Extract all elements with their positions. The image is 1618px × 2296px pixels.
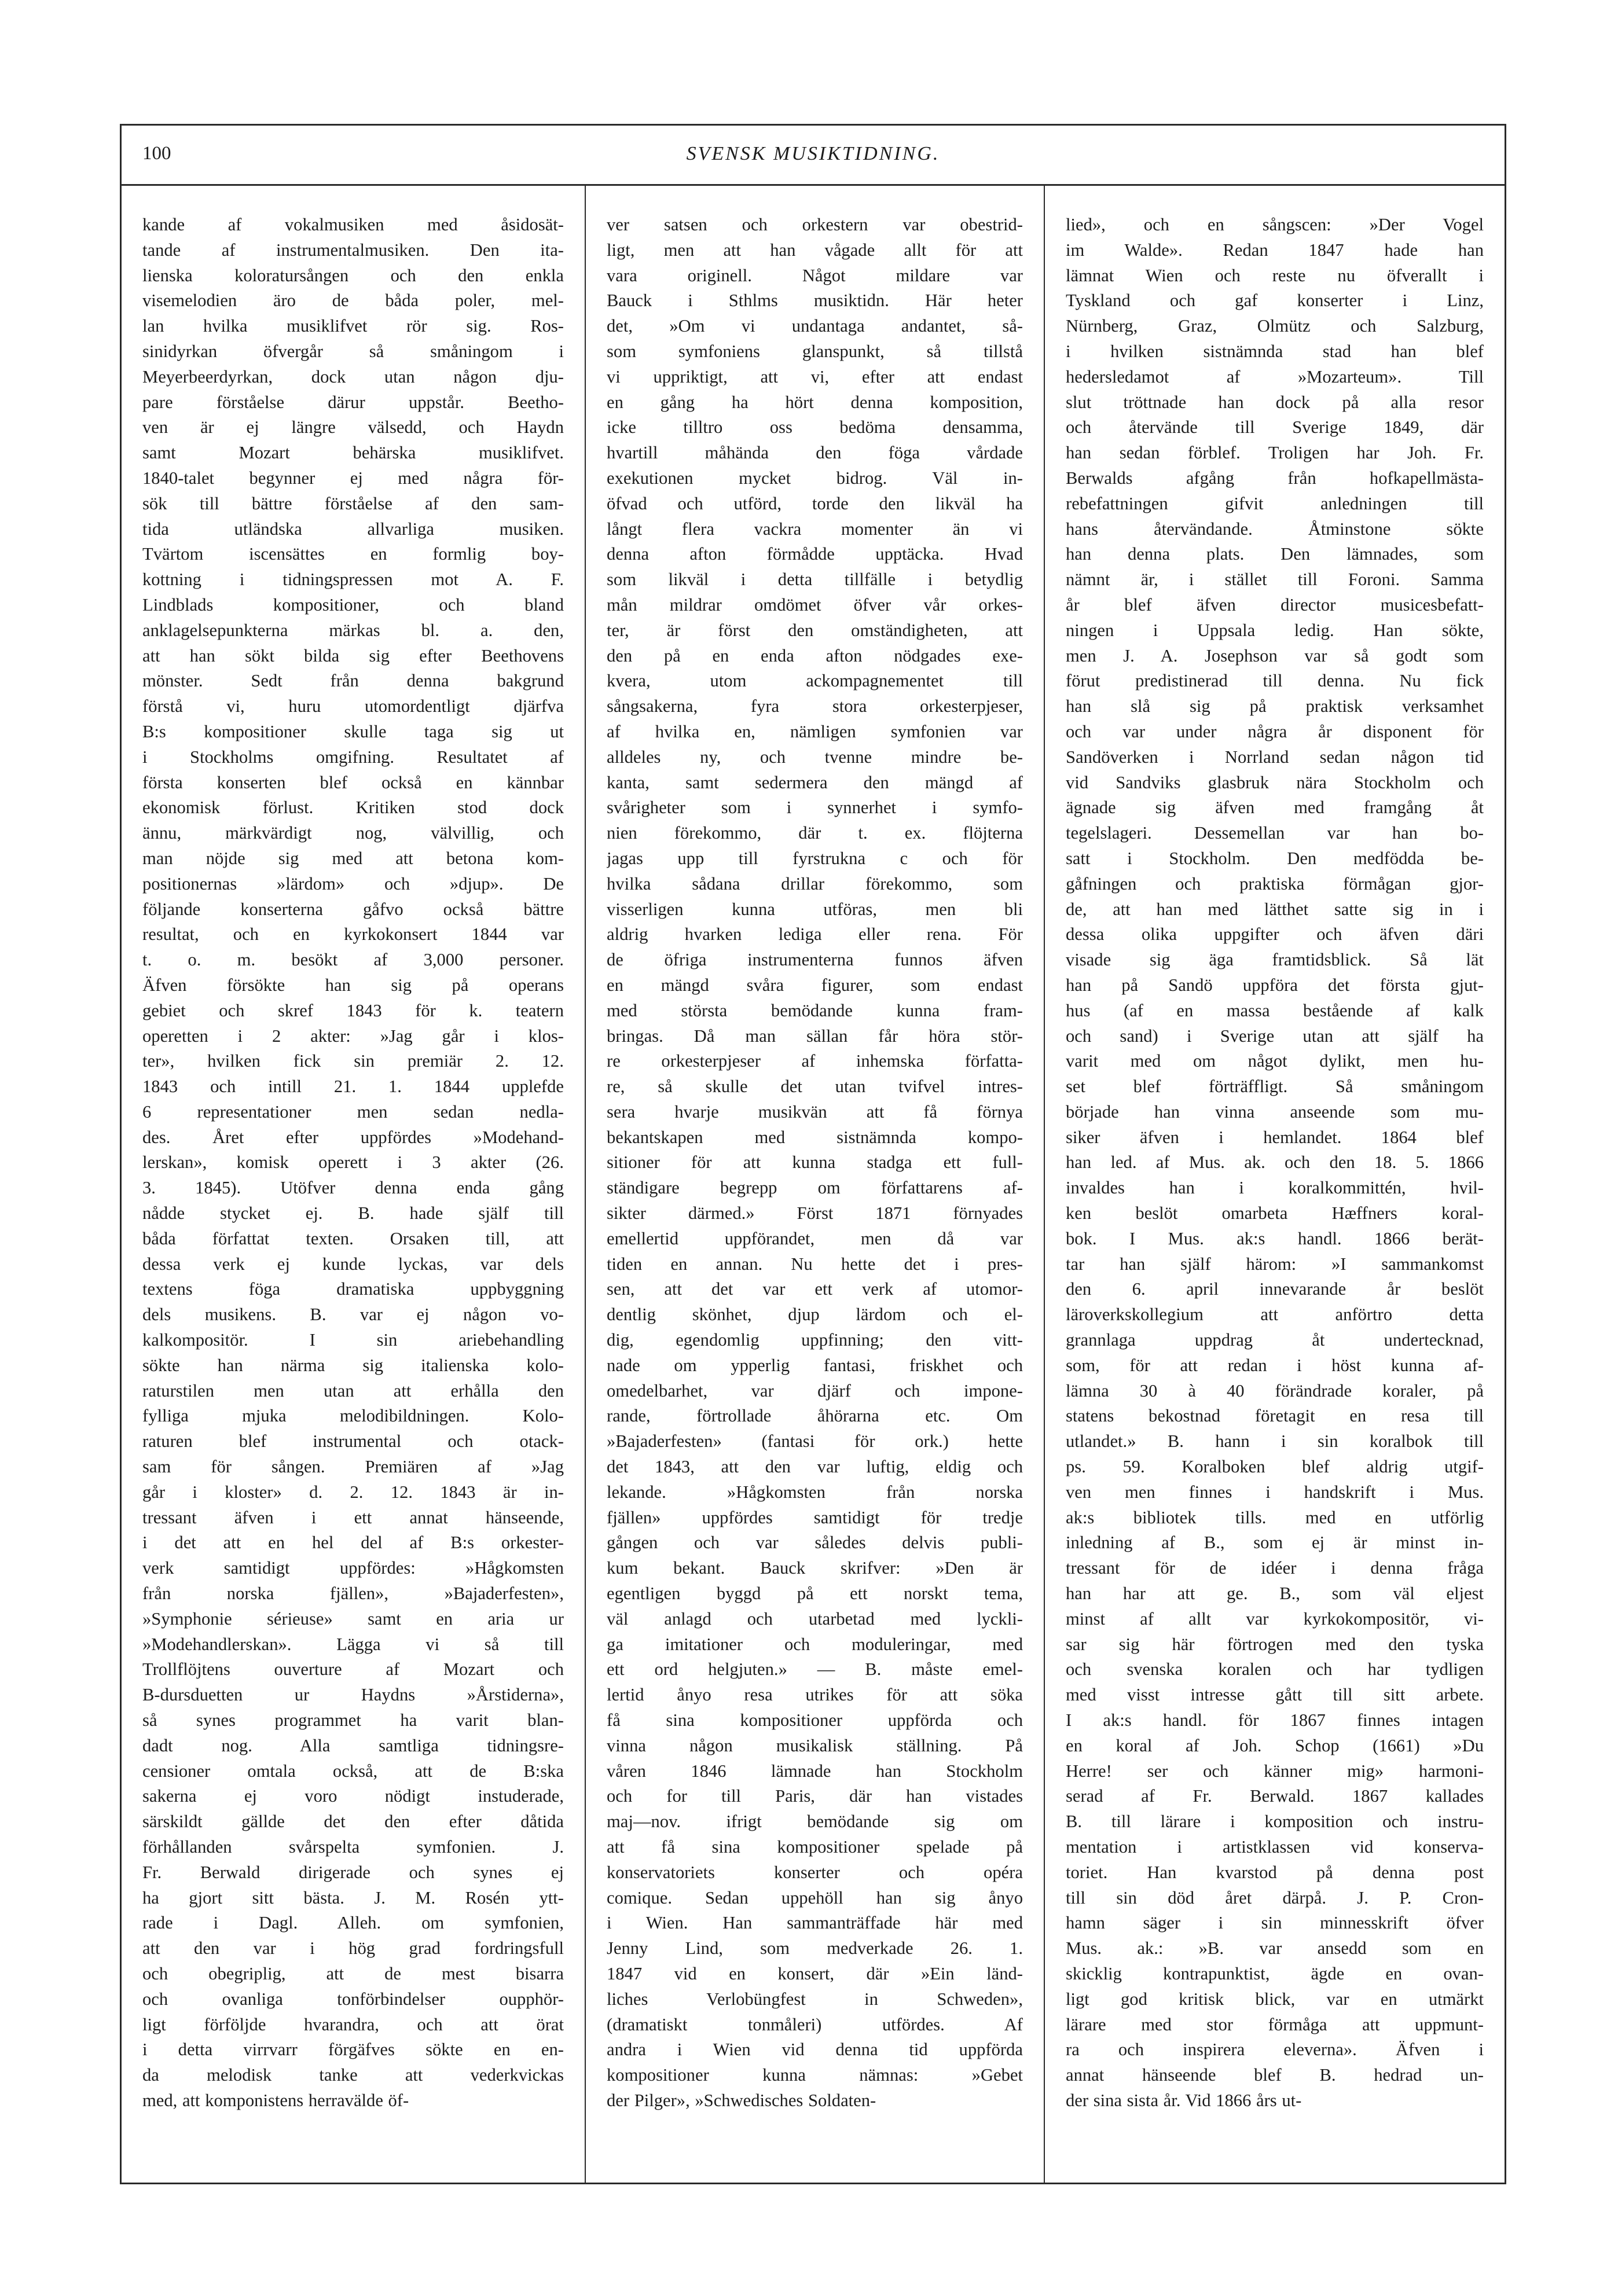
column-1-text bbox=[142, 212, 564, 2114]
text-line: ken beslöt omarbeta Hæffners koral- bbox=[1066, 1203, 1484, 1224]
text-line: tegelslageri. Dessemellan var han bo- bbox=[1066, 823, 1484, 843]
text-line: jagas upp till fyrstrukna c och för bbox=[607, 848, 1023, 868]
text-line: som, för att redan i höst kunna af- bbox=[1066, 1355, 1484, 1375]
text-line: lämna 30 à 40 förändrade koraler, på bbox=[1066, 1380, 1484, 1401]
text-line: ver satsen och orkestern var obestrid- bbox=[607, 215, 1023, 234]
text-line: B-dursduetten ur Haydns »Årstiderna», bbox=[142, 1685, 564, 1705]
text-line: långt flera vackra momenter än vi bbox=[607, 519, 1023, 539]
text-line: i detta virrvarr förgäfves sökte en en- bbox=[142, 2040, 564, 2060]
text-columns bbox=[122, 186, 1505, 2183]
text-line: t. o. m. besökt af 3,000 personer. bbox=[142, 950, 564, 970]
text-line: siker äfven i hemlandet. 1864 blef bbox=[1066, 1127, 1484, 1147]
text-line: raturstilen men utan att erhålla den bbox=[142, 1380, 564, 1401]
text-line: den på en enda afton nödgades exe- bbox=[607, 645, 1023, 666]
text-line: icke tilltro oss bedöma densamma, bbox=[607, 417, 1023, 438]
text-line: ligt, men att han vågade allt för att bbox=[607, 240, 1023, 260]
text-line: Sandöverken i Norrland sedan någon tid bbox=[1066, 747, 1484, 767]
text-line: att han sökt bilda sig efter Beethovens bbox=[142, 645, 564, 666]
text-line: ra och inspirera eleverna». Äfven i bbox=[1066, 2040, 1484, 2060]
text-line: öfvad och utförd, torde den likväl ha bbox=[607, 493, 1023, 513]
text-line: varit med om något dylikt, men hu- bbox=[1066, 1051, 1484, 1071]
text-line: som symfoniens glanspunkt, så tillstå bbox=[607, 341, 1023, 361]
text-line: fylliga mjuka melodibildningen. Kolo- bbox=[142, 1406, 564, 1426]
text-line: ven men finnes i handskrift i Mus. bbox=[1066, 1482, 1484, 1502]
text-line: operetten i 2 akter: »Jag går i klos- bbox=[142, 1026, 564, 1046]
text-line: han slå sig på praktisk verksamhet bbox=[1066, 696, 1484, 717]
text-line: dels musikens. B. var ej någon vo- bbox=[142, 1305, 564, 1325]
text-line: kottning i tidningspressen mot A. F. bbox=[142, 570, 564, 590]
text-line: im Walde». Redan 1847 hade han bbox=[1066, 240, 1484, 260]
text-line: Herre! ser och känner mig» harmoni- bbox=[1066, 1761, 1484, 1781]
text-line: liches Verlobüngfest in Schweden», bbox=[607, 1989, 1023, 2009]
text-line: men J. A. Josephson var så godt som bbox=[1066, 645, 1484, 666]
text-line: sar sig här förtrogen med den tyska bbox=[1066, 1634, 1484, 1654]
text-line: rade i Dagl. Alleh. om symfonien, bbox=[142, 1913, 564, 1933]
text-line: exekutionen mycket bidrog. Väl in- bbox=[607, 468, 1023, 488]
text-line: dessa olika uppgifter och äfven däri bbox=[1066, 924, 1484, 945]
text-line: i Wien. Han sammanträffade här med bbox=[607, 1913, 1023, 1933]
text-line: till sin död året därpå. J. P. Cron- bbox=[1066, 1887, 1484, 1908]
text-line: nådde stycket ej. B. hade själf till bbox=[142, 1203, 564, 1224]
column-3-text bbox=[1066, 212, 1484, 2114]
text-line: hvartill måhända den föga vårdade bbox=[607, 443, 1023, 463]
text-line: ningen i Uppsala ledig. Han sökte, bbox=[1066, 620, 1484, 640]
text-line: comique. Sedan uppehöll han sig ånyo bbox=[607, 1887, 1023, 1908]
text-line: och ovanliga tonförbindelser oupphör- bbox=[142, 1989, 564, 2009]
text-line: lekande. »Hågkomsten från norska bbox=[607, 1482, 1023, 1502]
text-line: ligt god kritisk blick, var en utmärkt bbox=[1066, 1989, 1484, 2009]
text-line: emellertid uppförandet, men då var bbox=[607, 1228, 1023, 1248]
text-line: slut tröttnade han dock på alla resor bbox=[1066, 392, 1484, 412]
column-2-text bbox=[607, 212, 1023, 2114]
text-line: aldrig hvarken lediga eller rena. För bbox=[607, 924, 1023, 945]
text-line: konservatoriets konserter och opéra bbox=[607, 1862, 1023, 1882]
text-line: statens bekostnad företagit en resa till bbox=[1066, 1406, 1484, 1426]
text-line: af hvilka en, nämligen symfonien var bbox=[607, 721, 1023, 741]
text-line: gången och var således delvis publi- bbox=[607, 1533, 1023, 1553]
text-line: vi uppriktigt, att vi, efter att endast bbox=[607, 366, 1023, 387]
text-line: sera hvarje musikvän att få förnya bbox=[607, 1101, 1023, 1122]
text-line: första konserten blef också en kännbar bbox=[142, 772, 564, 792]
text-line: väl anlagd och utarbetad med lyckli- bbox=[607, 1608, 1023, 1629]
text-line: gebiet och skref 1843 för k. teatern bbox=[142, 1000, 564, 1020]
text-line: visade sig äga framtidsblick. Så lät bbox=[1066, 950, 1484, 970]
text-line: i Stockholms omgifning. Resultatet af bbox=[142, 747, 564, 767]
text-line: kvera, utom ackompagnementet till bbox=[607, 671, 1023, 691]
text-line: 1840-talet begynner ej med några för- bbox=[142, 468, 564, 488]
text-line: andra i Wien vid denna tid uppförda bbox=[607, 2040, 1023, 2060]
text-line: anklagelsepunkterna märkas bl. a. den, bbox=[142, 620, 564, 640]
text-line: 3. 1845). Utöfver denna enda gång bbox=[142, 1178, 564, 1198]
text-line: Jenny Lind, som medverkade 26. 1. bbox=[607, 1938, 1023, 1959]
text-line: Mus. ak.: »B. var ansedd som en bbox=[1066, 1938, 1484, 1959]
text-line: sinidyrkan öfvergår så småningom i bbox=[142, 341, 564, 361]
text-line: och obegriplig, att de mest bisarra bbox=[142, 1963, 564, 1983]
text-line: de öfriga instrumenterna funnos äfven bbox=[607, 950, 1023, 970]
text-line: denna afton förmådde upptäcka. Hvad bbox=[607, 544, 1023, 564]
text-line: så synes programmet ha varit blan- bbox=[142, 1710, 564, 1731]
text-line: han har att ge. B., som väl eljest bbox=[1066, 1584, 1484, 1604]
text-line: Meyerbeerdyrkan, dock utan någon dju- bbox=[142, 366, 564, 387]
text-line: raturen blef instrumental och otack- bbox=[142, 1431, 564, 1452]
text-line: lerskan», komisk operett i 3 akter (26. bbox=[142, 1152, 564, 1173]
text-line: skicklig kontrapunktist, ägde en ovan- bbox=[1066, 1963, 1484, 1983]
text-line: det, »Om vi undantaga andantet, så- bbox=[607, 316, 1023, 336]
text-line: I ak:s handl. för 1867 finnes intagen bbox=[1066, 1710, 1484, 1731]
text-line: hus (af en massa bestående af kalk bbox=[1066, 1000, 1484, 1020]
text-line: satt i Stockholm. Den medfödda be- bbox=[1066, 848, 1484, 868]
text-line: lied», och en sångscen: »Der Vogel bbox=[1066, 215, 1484, 234]
text-line: invaldes han i koralkommittén, hvil- bbox=[1066, 1178, 1484, 1198]
text-line: började han vinna anseende som mu- bbox=[1066, 1101, 1484, 1122]
text-line: kanta, samt sedermera den mängd af bbox=[607, 772, 1023, 792]
text-line: Tyskland och gaf konserter i Linz, bbox=[1066, 291, 1484, 311]
text-line: bok. I Mus. ak:s handl. 1866 berät- bbox=[1066, 1228, 1484, 1248]
page-frame bbox=[120, 124, 1506, 2184]
text-line: hans återvändande. Åtminstone sökte bbox=[1066, 519, 1484, 539]
running-title: SVENSK MUSIKTIDNING. bbox=[686, 143, 940, 164]
text-line: re, så skulle det utan tvifvel intres- bbox=[607, 1077, 1023, 1097]
text-line: Äfven försökte han sig på operans bbox=[142, 975, 564, 995]
text-line: »Bajaderfesten» (fantasi för ork.) hette bbox=[607, 1431, 1023, 1452]
text-line: kalkompositör. I sin ariebehandling bbox=[142, 1330, 564, 1350]
text-line: (dramatiskt tonmåleri) utfördes. Af bbox=[607, 2014, 1023, 2034]
text-line: den 6. april innevarande år beslöt bbox=[1066, 1279, 1484, 1299]
text-line: 1847 vid en konsert, där »Ein länd- bbox=[607, 1963, 1023, 1983]
text-line: sök till bättre förståelse af den sam- bbox=[142, 493, 564, 513]
text-line: minst af allt var kyrkokompositör, vi- bbox=[1066, 1608, 1484, 1629]
text-line: annat hänseende blef B. hedrad un- bbox=[1066, 2065, 1484, 2085]
text-line: förstå vi, huru utomordentligt djärfva bbox=[142, 696, 564, 717]
text-line: ps. 59. Koralboken blef aldrig utgif- bbox=[1066, 1457, 1484, 1477]
text-line: hamn säger i sin minnesskrift öfver bbox=[1066, 1913, 1484, 1933]
text-line: grannlaga uppdrag åt undertecknad, bbox=[1066, 1330, 1484, 1350]
text-line: ägnade sig äfven med framgång åt bbox=[1066, 798, 1484, 818]
text-line: B. till lärare i komposition och instru- bbox=[1066, 1812, 1484, 1832]
text-line: och sand) i Sverige utan att själf ha bbox=[1066, 1026, 1484, 1046]
text-line: svårigheter som i synnerhet i symfo- bbox=[607, 798, 1023, 818]
text-line: sökte han närma sig italienska kolo- bbox=[142, 1355, 564, 1375]
text-line: ter, är först den omständigheten, att bbox=[607, 620, 1023, 640]
text-line: tressant äfven i ett annat hänseende, bbox=[142, 1507, 564, 1527]
text-line: fjällen» uppfördes samtidigt för tredje bbox=[607, 1507, 1023, 1527]
text-line: »Modehandlerskan». Lägga vi så till bbox=[142, 1634, 564, 1654]
text-line: går i kloster» d. 2. 12. 1843 är in- bbox=[142, 1482, 564, 1502]
text-line: 1843 och intill 21. 1. 1844 upplefde bbox=[142, 1077, 564, 1097]
text-line: de, att han med lätthet satte sig in i bbox=[1066, 899, 1484, 919]
text-line: tressant för de idéer i denna fråga bbox=[1066, 1558, 1484, 1578]
text-line: ännu, märkvärdigt nog, välvillig, och bbox=[142, 823, 564, 843]
text-line: kompositioner kunna nämnas: »Gebet bbox=[607, 2065, 1023, 2085]
text-line: des. Året efter uppfördes »Modehand- bbox=[142, 1127, 564, 1147]
text-line: att få sina kompositioner spelade på bbox=[607, 1837, 1023, 1857]
text-line: vara originell. Något mildare var bbox=[607, 265, 1023, 285]
text-line: Tvärtom iscensättes en formlig boy- bbox=[142, 544, 564, 564]
text-line: och svenska koralen och har tydligen bbox=[1066, 1659, 1484, 1680]
text-line: med visst intresse gått till sitt arbete. bbox=[1066, 1685, 1484, 1705]
text-line: dessa verk ej kunde lyckas, var dels bbox=[142, 1254, 564, 1274]
text-line: tida utländska allvarliga musiken. bbox=[142, 519, 564, 539]
text-line: en koral af Joh. Schop (1661) »Du bbox=[1066, 1735, 1484, 1755]
text-line: dentlig skönhet, djup lärdom och el- bbox=[607, 1305, 1023, 1325]
text-line: »Symphonie sérieuse» samt en aria ur bbox=[142, 1608, 564, 1629]
text-line: mönster. Sedt från denna bakgrund bbox=[142, 671, 564, 691]
text-line: ekonomisk förlust. Kritiken stod dock bbox=[142, 798, 564, 818]
text-line: B:s kompositioner skulle taga sig ut bbox=[142, 721, 564, 741]
text-line: verk samtidigt uppfördes: »Hågkomsten bbox=[142, 1558, 564, 1578]
text-line: sam för sången. Premiären af »Jag bbox=[142, 1457, 564, 1477]
text-line: Fr. Berwald dirigerade och synes ej bbox=[142, 1862, 564, 1882]
text-line: sikter därmed.» Först 1871 förnyades bbox=[607, 1203, 1023, 1224]
text-line: positionernas »lärdom» och »djup». De bbox=[142, 873, 564, 894]
text-line: ett ord helgjuten.» — B. måste emel- bbox=[607, 1659, 1023, 1680]
text-line: och återvände till Sverige 1849, där bbox=[1066, 417, 1484, 438]
text-line: pare förståelse därur uppstår. Beetho- bbox=[142, 392, 564, 412]
text-line: mentation i artistklassen vid konserva- bbox=[1066, 1837, 1484, 1857]
text-line: vinna någon musikalisk ställning. På bbox=[607, 1735, 1023, 1755]
text-line: re orkesterpjeser af inhemska författa- bbox=[607, 1051, 1023, 1071]
text-line: i hvilken sistnämnda stad han blef bbox=[1066, 341, 1484, 361]
text-line: lienska koloratursången och den enkla bbox=[142, 265, 564, 285]
text-line: sen, att det var ett verk af utomor- bbox=[607, 1279, 1023, 1299]
text-line: med största bemödande kunna fram- bbox=[607, 1000, 1023, 1020]
text-line: alldeles ny, och tvenne mindre be- bbox=[607, 747, 1023, 767]
text-line: Lindblads kompositioner, och bland bbox=[142, 594, 564, 615]
text-line: toriet. Han kvarstod på denna post bbox=[1066, 1862, 1484, 1882]
text-line: båda författat texten. Orsaken till, att bbox=[142, 1228, 564, 1248]
text-line: en gång ha hört denna komposition, bbox=[607, 392, 1023, 412]
text-line: år blef äfven director musicesbefatt- bbox=[1066, 594, 1484, 615]
column-1 bbox=[122, 186, 586, 2183]
text-line: rande, förtrollade åhörarna etc. Om bbox=[607, 1406, 1023, 1426]
text-line: förhållanden svårspelta symfonien. J. bbox=[142, 1837, 564, 1857]
text-line: Bauck i Sthlms musiktidn. Här heter bbox=[607, 291, 1023, 311]
column-2 bbox=[586, 186, 1045, 2183]
text-line: få sina kompositioner uppförda och bbox=[607, 1710, 1023, 1731]
text-line: der Pilger», »Schwedisches Soldaten- bbox=[607, 2090, 876, 2110]
text-line: lertid ånyo resa utrikes för att söka bbox=[607, 1685, 1023, 1705]
text-line: ak:s bibliotek tills. med en utförlig bbox=[1066, 1507, 1484, 1527]
text-line: lämnat Wien och reste nu öfverallt i bbox=[1066, 265, 1484, 285]
text-line: ha gjort sitt bästa. J. M. Rosén ytt- bbox=[142, 1887, 564, 1908]
text-line: textens föga dramatiska uppbyggning bbox=[142, 1279, 564, 1299]
text-line: tiden en annan. Nu hette det i pres- bbox=[607, 1254, 1023, 1274]
text-line: resultat, och en kyrkokonsert 1844 var bbox=[142, 924, 564, 945]
text-line: en mängd svåra figurer, som endast bbox=[607, 975, 1023, 995]
text-line: tar han själf härom: »I sammankomst bbox=[1066, 1254, 1484, 1274]
text-line: ständigare begrepp om författarens af- bbox=[607, 1178, 1023, 1198]
text-line: förut predistinerad till denna. Nu fick bbox=[1066, 671, 1484, 691]
text-line: ga imitationer och moduleringar, med bbox=[607, 1634, 1023, 1654]
text-line: dadt nog. Alla samtliga tidningsre- bbox=[142, 1735, 564, 1755]
text-line: nade om ypperlig fantasi, friskhet och bbox=[607, 1355, 1023, 1375]
text-line: nien förekommo, där t. ex. flöjterna bbox=[607, 823, 1023, 843]
text-line: kum bekant. Bauck skrifver: »Den är bbox=[607, 1558, 1023, 1578]
text-line: sakerna ej voro nödigt instuderade, bbox=[142, 1786, 564, 1806]
text-line: samt Mozart behärska musiklifvet. bbox=[142, 443, 564, 463]
text-line: gåfningen och praktiska förmågan gjor- bbox=[1066, 873, 1484, 894]
text-line: ter», hvilken fick sin premiär 2. 12. bbox=[142, 1051, 564, 1071]
page-header bbox=[122, 126, 1505, 186]
text-line: han på Sandö uppföra det första gjut- bbox=[1066, 975, 1484, 995]
text-line: från norska fjällen», »Bajaderfesten», bbox=[142, 1584, 564, 1604]
text-line: Berwalds afgång från hofkapellmästa- bbox=[1066, 468, 1484, 488]
text-line: läroverkskollegium att anförtro detta bbox=[1066, 1305, 1484, 1325]
text-line: i det att en hel del af B:s orkester- bbox=[142, 1533, 564, 1553]
text-line: serad af Fr. Berwald. 1867 kallades bbox=[1066, 1786, 1484, 1806]
text-line: egentligen byggd på ett norskt tema, bbox=[607, 1584, 1023, 1604]
text-line: rebefattningen gifvit anledningen till bbox=[1066, 493, 1484, 513]
text-line: censioner omtala också, att de B:ska bbox=[142, 1761, 564, 1781]
text-line: visserligen kunna utföras, men bli bbox=[607, 899, 1023, 919]
text-line: 6 representationer men sedan nedla- bbox=[142, 1101, 564, 1122]
text-line: tande af instrumentalmusiken. Den ita- bbox=[142, 240, 564, 260]
text-line: följande konserterna gåfvo också bättre bbox=[142, 899, 564, 919]
text-line: med, att komponistens herravälde öf- bbox=[142, 2090, 409, 2110]
text-line: utlandet.» B. hann i sin koralbok till bbox=[1066, 1431, 1484, 1452]
text-line: Nürnberg, Graz, Olmütz och Salzburg, bbox=[1066, 316, 1484, 336]
text-line: bekantskapen med sistnämnda kompo- bbox=[607, 1127, 1023, 1147]
text-line: ligt förföljde hvarandra, och att örat bbox=[142, 2014, 564, 2034]
text-line: våren 1846 lämnade han Stockholm bbox=[607, 1761, 1023, 1781]
text-line: omedelbarhet, var djärf och impone- bbox=[607, 1380, 1023, 1401]
text-line: sångsakerna, fyra stora orkesterpjeser, bbox=[607, 696, 1023, 717]
text-line: särskildt gällde det den efter dåtida bbox=[142, 1812, 564, 1832]
text-line: man nöjde sig med att betona kom- bbox=[142, 848, 564, 868]
text-line: sitioner för att kunna stadga ett full- bbox=[607, 1152, 1023, 1173]
text-line: han led. af Mus. ak. och den 18. 5. 1866 bbox=[1066, 1152, 1484, 1173]
text-line: han sedan förblef. Troligen har Joh. Fr. bbox=[1066, 443, 1484, 463]
text-line: mån mildrar omdömet öfver vår orkes- bbox=[607, 594, 1023, 615]
text-line: der sina sista år. Vid 1866 års ut- bbox=[1066, 2090, 1302, 2110]
text-line: da melodisk tanke att vederkvickas bbox=[142, 2065, 564, 2085]
text-line: dig, egendomlig uppfinning; den vitt- bbox=[607, 1330, 1023, 1350]
text-line: bringas. Då man sällan får höra stör- bbox=[607, 1026, 1023, 1046]
text-line: hvilka sådana drillar förekommo, som bbox=[607, 873, 1023, 894]
text-line: inledning af B., som ej är minst in- bbox=[1066, 1533, 1484, 1553]
text-line: det 1843, att den var luftig, eldig och bbox=[607, 1457, 1023, 1477]
text-line: vid Sandviks glasbruk nära Stockholm och bbox=[1066, 772, 1484, 792]
text-line: visemelodien äro de båda poler, mel- bbox=[142, 291, 564, 311]
text-line: ven är ej längre välsedd, och Haydn bbox=[142, 417, 564, 438]
text-line: han denna plats. Den lämnades, som bbox=[1066, 544, 1484, 564]
column-3 bbox=[1045, 186, 1505, 2183]
text-line: set blef förträffligt. Så småningom bbox=[1066, 1077, 1484, 1097]
text-line: och for till Paris, där han vistades bbox=[607, 1786, 1023, 1806]
text-line: som likväl i detta tillfälle i betydlig bbox=[607, 570, 1023, 590]
page-number: 100 bbox=[142, 143, 171, 164]
text-line: och var under några år disponent för bbox=[1066, 721, 1484, 741]
text-line: lan hvilka musiklifvet rör sig. Ros- bbox=[142, 316, 564, 336]
text-line: nämnt är, i stället till Foroni. Samma bbox=[1066, 570, 1484, 590]
text-line: lärare med stor förmåga att uppmunt- bbox=[1066, 2014, 1484, 2034]
text-line: att den var i hög grad fordringsfull bbox=[142, 1938, 564, 1959]
text-line: kande af vokalmusiken med åsidosät- bbox=[142, 215, 564, 234]
text-line: hedersledamot af »Mozarteum». Till bbox=[1066, 366, 1484, 387]
text-line: maj—nov. ifrigt bemödande sig om bbox=[607, 1812, 1023, 1832]
text-line: Trollflöjtens ouverture af Mozart och bbox=[142, 1659, 564, 1680]
